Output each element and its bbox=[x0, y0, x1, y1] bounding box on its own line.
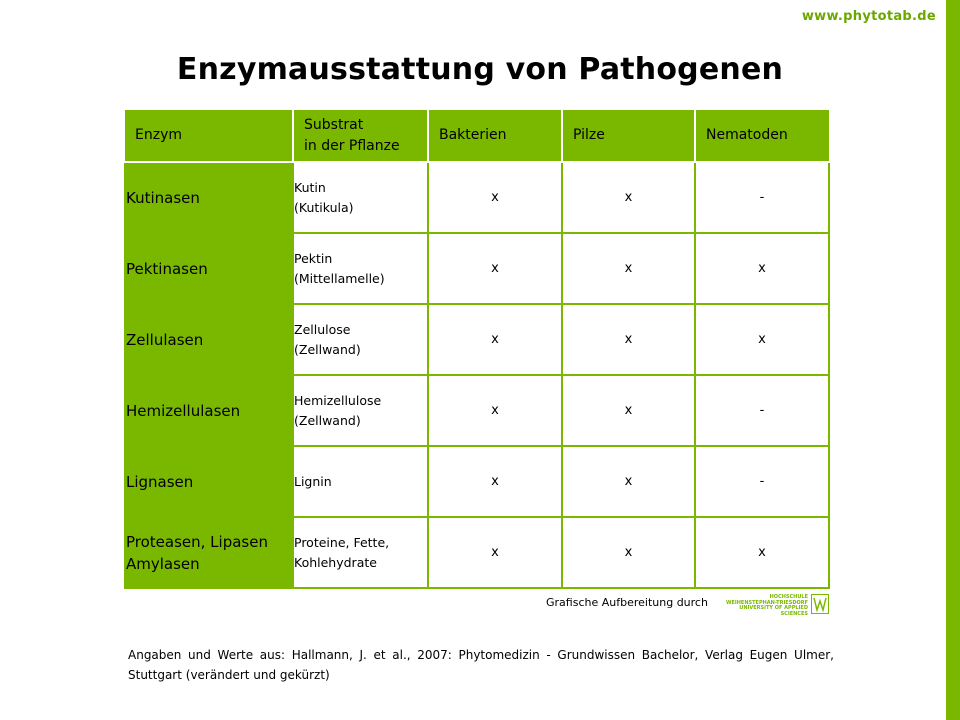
accent-side-bar bbox=[946, 0, 960, 720]
substrate-line: Kutin bbox=[294, 179, 326, 195]
header-enzym: Enzym bbox=[125, 110, 293, 162]
pilze-cell: x bbox=[562, 233, 695, 304]
enzyme-cell bbox=[125, 162, 293, 233]
bakterien-cell: x bbox=[428, 233, 562, 304]
substrate-cell bbox=[293, 304, 428, 375]
substrate-line: Lignin bbox=[294, 473, 332, 489]
substrate-line: (Mittellamelle) bbox=[294, 270, 385, 286]
enzyme-cell bbox=[125, 375, 293, 446]
university-logo bbox=[713, 594, 829, 617]
nematoden-cell: x bbox=[695, 304, 829, 375]
substrate-line: (Zellwand) bbox=[294, 341, 361, 357]
nematoden-cell: x bbox=[695, 233, 829, 304]
substrate-line: Hemizellulose bbox=[294, 392, 382, 408]
logo-mark-icon bbox=[811, 594, 829, 614]
enzyme-name-line: Pektinasen bbox=[126, 259, 208, 278]
table-row bbox=[125, 162, 829, 233]
site-url[interactable]: www.phytotab.de bbox=[801, 9, 936, 24]
table-header-row bbox=[125, 110, 829, 162]
pilze-cell: x bbox=[562, 162, 695, 233]
header-substrat-line1: Substrat bbox=[304, 116, 364, 133]
bakterien-cell: x bbox=[428, 517, 562, 588]
source-citation: Angaben und Werte aus: Hallmann, J. et al., 2007: Phytomedizin - Grundwissen Bachelor, Verlag Eugen Ulmer, Stuttgart (verändert und gekürzt) bbox=[128, 648, 834, 682]
credit-text: Grafische Aufbereitung durch bbox=[546, 596, 708, 609]
bakterien-cell: x bbox=[428, 162, 562, 233]
header-substrat-line2: in der Pflanze bbox=[304, 137, 400, 154]
header-bakterien: Bakterien bbox=[428, 110, 562, 162]
nematoden-cell: - bbox=[695, 446, 829, 517]
substrate-line: Proteine, Fette, bbox=[294, 534, 390, 550]
nematoden-cell: - bbox=[695, 375, 829, 446]
table-row bbox=[125, 517, 829, 588]
substrate-line: (Zellwand) bbox=[294, 412, 361, 428]
substrate-cell bbox=[293, 375, 428, 446]
pilze-cell: x bbox=[562, 375, 695, 446]
nematoden-cell: - bbox=[695, 162, 829, 233]
substrate-cell bbox=[293, 517, 428, 588]
nematoden-cell: x bbox=[695, 517, 829, 588]
header-substrat bbox=[293, 110, 428, 162]
enzyme-name-line: Proteasen, Lipasen bbox=[126, 532, 268, 551]
substrate-line: Pektin bbox=[294, 250, 333, 266]
enzyme-cell bbox=[125, 446, 293, 517]
substrate-cell bbox=[293, 446, 428, 517]
enzyme-table bbox=[124, 110, 830, 589]
enzyme-name-line: Hemizellulasen bbox=[126, 401, 241, 420]
enzyme-cell bbox=[125, 517, 293, 588]
enzyme-name-line: Lignasen bbox=[126, 472, 194, 491]
header-pilze: Pilze bbox=[562, 110, 695, 162]
enzyme-cell bbox=[125, 233, 293, 304]
logo-line-2: WEIHENSTEPHAN-TRIESDORF bbox=[725, 599, 808, 606]
enzyme-cell bbox=[125, 304, 293, 375]
substrate-line: Kohlehydrate bbox=[294, 554, 377, 570]
logo-line-1: HOCHSCHULE bbox=[769, 594, 808, 600]
pilze-cell: x bbox=[562, 517, 695, 588]
table-row bbox=[125, 375, 829, 446]
bakterien-cell: x bbox=[428, 304, 562, 375]
page-title: Enzymausstattung von Pathogenen bbox=[176, 52, 784, 87]
substrate-cell bbox=[293, 233, 428, 304]
pilze-cell: x bbox=[562, 304, 695, 375]
logo-line-3: UNIVERSITY OF APPLIED SCIENCES bbox=[739, 605, 808, 617]
enzyme-name-line: Amylasen bbox=[126, 554, 200, 573]
substrate-line: (Kutikula) bbox=[294, 199, 354, 215]
pilze-cell: x bbox=[562, 446, 695, 517]
table-row bbox=[125, 233, 829, 304]
substrate-line: Zellulose bbox=[294, 321, 351, 337]
header-nematoden: Nematoden bbox=[695, 110, 829, 162]
table-row bbox=[125, 446, 829, 517]
table-row bbox=[125, 304, 829, 375]
enzyme-name-line: Kutinasen bbox=[126, 188, 200, 207]
bakterien-cell: x bbox=[428, 375, 562, 446]
logo-text bbox=[713, 595, 808, 617]
bakterien-cell: x bbox=[428, 446, 562, 517]
substrate-cell bbox=[293, 162, 428, 233]
enzyme-name-line: Zellulasen bbox=[126, 330, 204, 349]
